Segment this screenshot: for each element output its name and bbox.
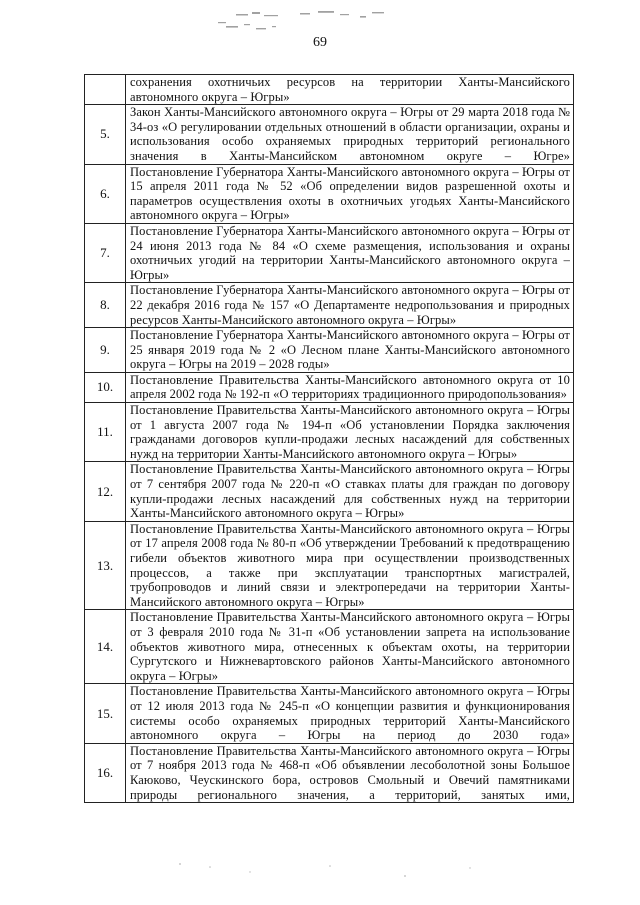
document-table (84, 74, 574, 803)
row-text: Постановление Правительства Ханты-Мансийского автономного округа – Югры от 17 апреля 2008 года № 80-п «Об утверждении Требований к предотвращению гибели объектов животного мира при осуществлении производственных процессов, а также при эксплуатации транспортных магистралей, трубопроводов и линий связи и электропередачи на территории Ханты-Мансийского автономного округа – Югры» (130, 521, 570, 609)
table-row (85, 521, 574, 610)
row-number: 10. (85, 372, 126, 402)
table-row (85, 223, 574, 282)
table-row (85, 684, 574, 743)
row-number: 11. (85, 403, 126, 462)
row-number: 13. (85, 521, 126, 610)
row-text: Постановление Правительства Ханты-Мансийского автономного округа – Югры от 12 июля 2013 года № 245-п «О концепции развития и функционирования системы особо охраняемых природных территорий Ханты-Мансийского автономного округа – Югры на период до 2030 года» (130, 684, 570, 743)
row-text: Постановление Губернатора Ханты-Мансийского автономного округа – Югры от 22 декабря 2016 года № 157 «О Департаменте недропользования и природных ресурсов Ханты-Мансийского автономного округа – Югры» (130, 283, 570, 327)
table-row (85, 164, 574, 223)
row-text: Постановление Правительства Ханты-Мансийского автономного округа – Югры от 7 сентября 2007 года № 220-п «О ставках платы для граждан по договору купли-продажи лесных насаждений для собственных нужд на территории Ханты-Мансийского автономного округа – Югры» (130, 462, 570, 521)
row-number: 12. (85, 462, 126, 521)
row-number: 5. (85, 105, 126, 164)
table-row (85, 743, 574, 802)
row-number: 9. (85, 328, 126, 373)
row-text: сохранения охотничьих ресурсов на территории Ханты-Мансийского автономного округа – Югры» (130, 75, 570, 104)
row-text: Постановление Губернатора Ханты-Мансийского автономного округа – Югры от 25 января 2019 года № 2 «О Лесном плане Ханты-Мансийского автономного округа – Югры на 2019 – 2028 годы» (130, 328, 570, 372)
table-row (85, 75, 574, 105)
row-text: Закон Ханты-Мансийского автономного округа – Югры от 29 марта 2018 года № 34-оз «О регулировании отдельных отношений в области организации, охраны и использования особо охраняемых природных территорий регионального значения в Ханты-Мансийском автономном округе – Югре» (130, 105, 570, 163)
table-row (85, 328, 574, 373)
row-number: 6. (85, 164, 126, 223)
row-number: 16. (85, 743, 126, 802)
row-number: 14. (85, 610, 126, 684)
row-text: Постановление Правительства Ханты-Мансийского автономного округа – Югры от 1 августа 2007 года № 194-п «Об установлении Порядка заключения гражданами договоров купли-продажи лесных насаждений для собственных нужд на территории Ханты-Мансийского автономного округа – Югры» (130, 403, 570, 461)
row-number: 7. (85, 223, 126, 282)
table-row (85, 372, 574, 402)
row-text: Постановление Правительства Ханты-Мансийского автономного округа – Югры от 7 ноября 2013 года № 468-п «Об объявлении лесоболотной зоны Большое Каюково, Чеускинского бора, островов Смольный и Овечий памятниками природы регионального значения, а территорий, занятых ими, (130, 743, 570, 802)
page-number: 69 (313, 35, 327, 50)
table-row (85, 403, 574, 462)
scan-noise (0, 6, 640, 34)
row-text: Постановление Губернатора Ханты-Мансийского автономного округа – Югры от 15 апреля 2011 года № 52 «Об определении видов разрешенной охоты и параметров осуществления охоты в охотничьих угодьях Ханты-Мансийского автономного округа – Югры» (130, 164, 570, 223)
table-row (85, 105, 574, 164)
row-text: Постановление Правительства Ханты-Мансийского автономного округа от 10 апреля 2002 года № 192-п «О территориях традиционного природопользования» (130, 372, 570, 402)
table-row (85, 462, 574, 521)
row-number: 15. (85, 684, 126, 743)
table-row (85, 283, 574, 328)
row-number (85, 75, 126, 105)
row-text: Постановление Правительства Ханты-Мансийского автономного округа – Югры от 3 февраля 2010 года № 31-п «Об установлении запрета на использование объектов животного мира, отнесенных к объектам охоты, на территории Сургутского и Нижневартовского районов Ханты-Мансийского автономного округа – Югры» (130, 610, 570, 683)
row-number: 8. (85, 283, 126, 328)
scan-noise-footer (0, 858, 640, 888)
row-text: Постановление Губернатора Ханты-Мансийского автономного округа – Югры от 24 июня 2013 года № 84 «О схеме размещения, использования и охраны охотничьих угодий на территории Ханты-Мансийского автономного округа – Югры» (130, 223, 570, 282)
table-row (85, 610, 574, 684)
